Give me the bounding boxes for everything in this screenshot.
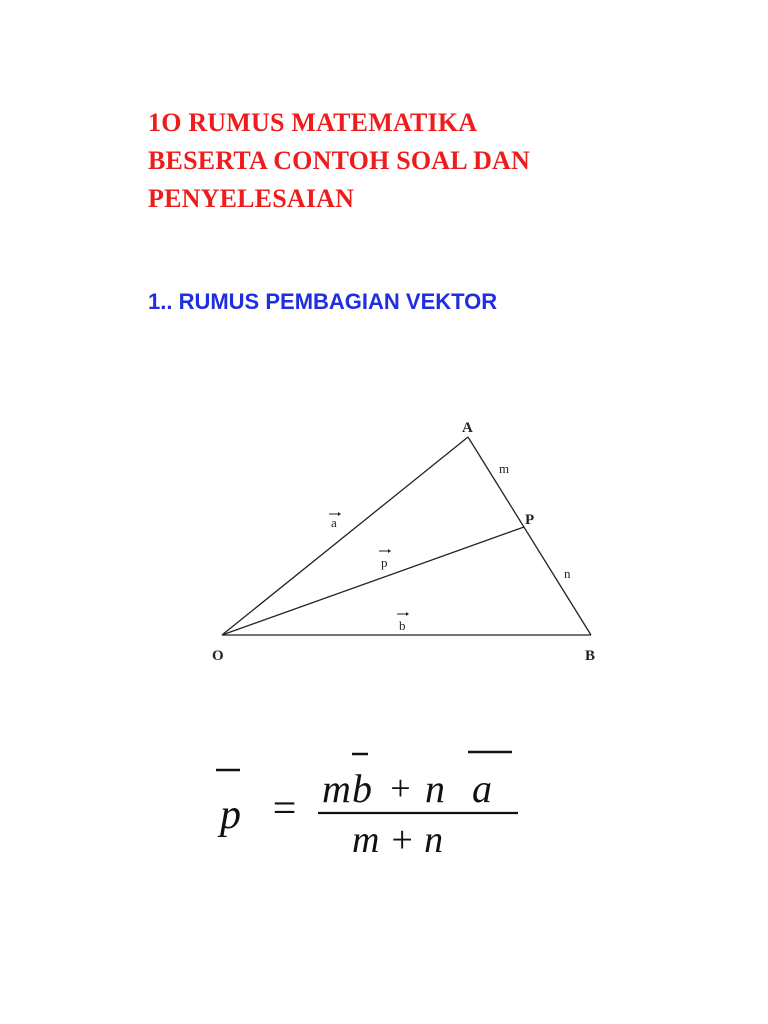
formula-lhs: p	[220, 792, 241, 838]
denominator: m + n	[352, 819, 444, 861]
section-heading: 1.. RUMUS PEMBAGIAN VEKTOR	[148, 289, 498, 314]
side-label-n: n	[564, 566, 571, 581]
division-formula	[216, 752, 518, 861]
numerator-b: b	[352, 766, 372, 811]
point-label-p: P	[525, 512, 535, 528]
vector-a-text: a	[331, 515, 337, 530]
vector-b-text: b	[399, 618, 406, 633]
point-label-a: A	[462, 420, 473, 436]
vector-p-text: p	[381, 555, 388, 570]
formula-equals: =	[270, 786, 299, 832]
numerator-n: n	[425, 766, 445, 811]
side-label-m: m	[499, 461, 510, 476]
vector-label-p	[379, 549, 391, 570]
numerator-plus: +	[388, 768, 413, 808]
segment-oa	[222, 437, 468, 635]
title-line-1: 1O RUMUS MATEMATIKA	[148, 108, 478, 137]
segment-ab	[468, 437, 591, 635]
triangle-lines	[222, 437, 591, 635]
vector-label-a	[329, 512, 341, 530]
title-line-3: PENYELESAIAN	[148, 184, 355, 213]
numerator-a: a	[472, 766, 492, 811]
point-label-b: B	[585, 648, 596, 664]
segment-op	[222, 527, 524, 635]
title-line-2: BESERTA CONTOH SOAL DAN	[148, 146, 530, 175]
vector-label-b	[397, 612, 409, 633]
numerator-m: m	[322, 766, 351, 811]
point-label-o: O	[212, 648, 224, 664]
